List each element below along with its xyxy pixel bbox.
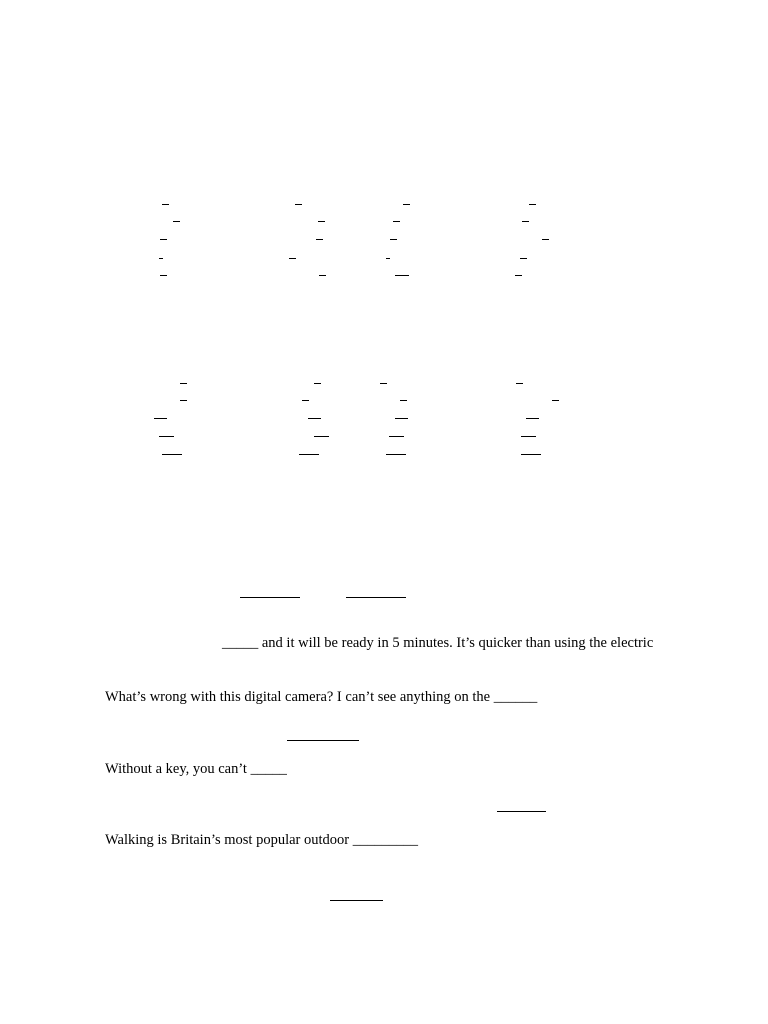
- blank-dash: [160, 239, 167, 240]
- blank-dash: [295, 204, 302, 205]
- blank-dash: [159, 436, 174, 437]
- blank-dash: [395, 418, 408, 419]
- blank-dash: [162, 454, 182, 455]
- blank-dash: [314, 383, 321, 384]
- blank-dash: [515, 275, 522, 276]
- blank-dash: [552, 400, 559, 401]
- blank-dash: [308, 418, 321, 419]
- answer-blank: [240, 597, 300, 598]
- blank-dash: [400, 400, 407, 401]
- blank-dash: [289, 258, 296, 259]
- blank-dash: [162, 204, 169, 205]
- blank-dash: [302, 400, 309, 401]
- sentence-digital-camera: What’s wrong with this digital camera? I can’t see anything on the ______: [105, 689, 538, 705]
- answer-blank: [287, 740, 359, 741]
- blank-dash: [542, 239, 549, 240]
- answer-blank: [346, 597, 406, 598]
- blank-dash: [386, 454, 406, 455]
- blank-dash: [522, 221, 529, 222]
- sentence-walking: Walking is Britain’s most popular outdoor _________: [105, 832, 418, 848]
- blank-dash: [386, 258, 390, 259]
- blank-dash: [393, 221, 400, 222]
- blank-dash: [180, 383, 187, 384]
- blank-dash: [520, 258, 527, 259]
- blank-dash: [526, 418, 539, 419]
- blank-dash: [154, 418, 167, 419]
- blank-dash: [521, 436, 536, 437]
- blank-dash: [380, 383, 387, 384]
- answer-blank: [497, 811, 546, 812]
- blank-dash: [516, 383, 523, 384]
- blank-dash: [390, 239, 397, 240]
- blank-dash: [173, 221, 180, 222]
- blank-dash: [314, 436, 329, 437]
- sentence-rice-cooker: _____ and it will be ready in 5 minutes. It’s quicker than using the electric: [222, 635, 654, 651]
- blank-dash: [316, 239, 323, 240]
- sentence-key: Without a key, you can’t _____: [105, 761, 287, 777]
- blank-dash: [521, 454, 541, 455]
- blank-dash: [319, 275, 326, 276]
- blank-dash: [159, 258, 163, 259]
- blank-dash: [180, 400, 187, 401]
- blank-dash: [389, 436, 404, 437]
- answer-blank: [330, 900, 383, 901]
- blank-dash: [529, 204, 536, 205]
- blank-dash: [403, 204, 410, 205]
- blank-dash: [299, 454, 319, 455]
- blank-dash: [318, 221, 325, 222]
- blank-dash: [395, 275, 409, 276]
- blank-dash: [160, 275, 167, 276]
